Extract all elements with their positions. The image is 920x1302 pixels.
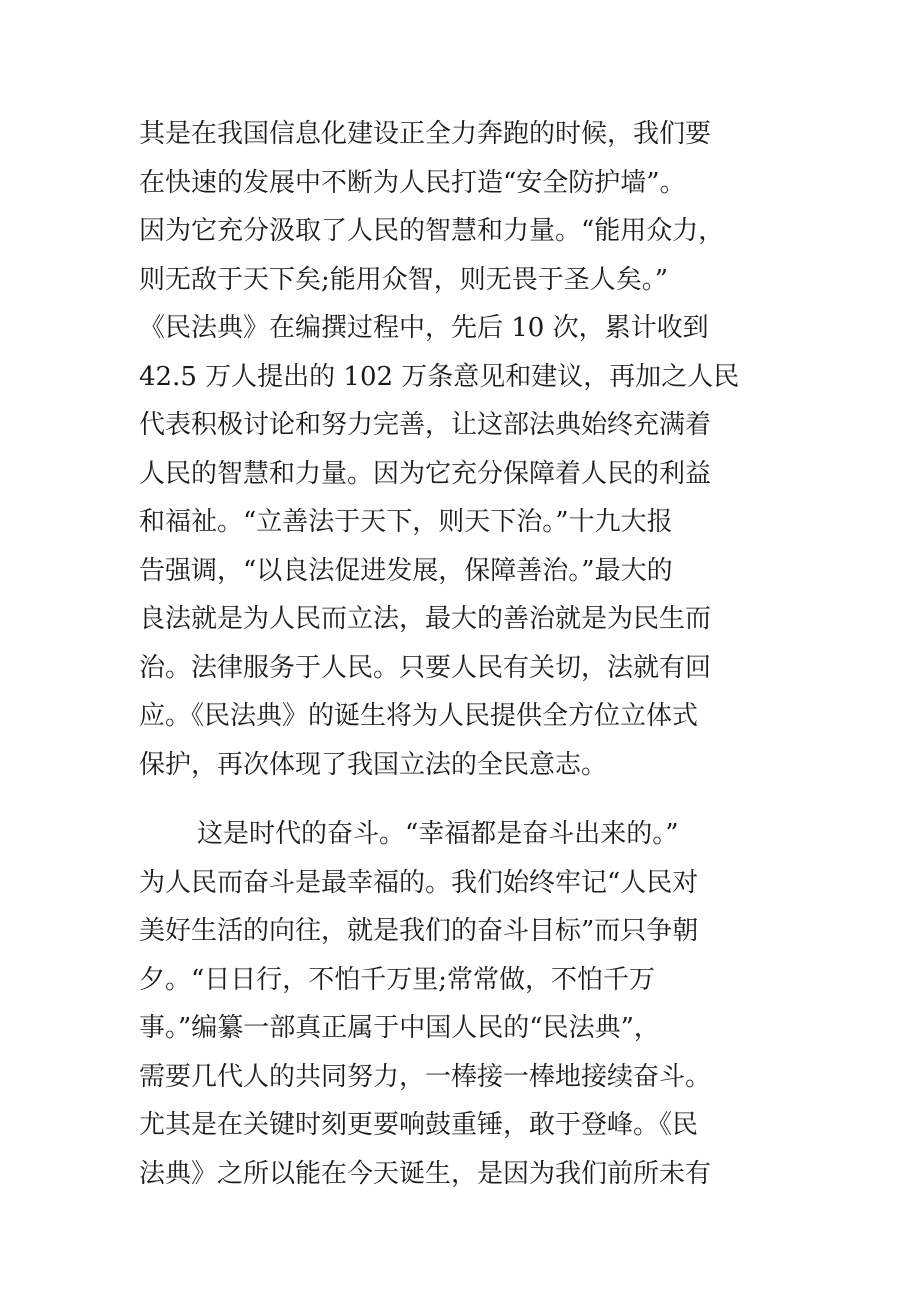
text-line: 人民的智慧和力量。因为它充分保障着人民的利益: [139, 458, 712, 489]
text-line: 需要几代人的共同努力，一棒接一棒地接续奋斗。: [139, 1061, 712, 1092]
text-line: 其是在我国信息化建设正全力奔跑的时候，我们要: [139, 119, 712, 149]
text-line: 法典》之所以能在今天诞生，是因为我们前所未有: [139, 1158, 712, 1189]
text-line: 尤其是在关键时刻更要响鼓重锤，敢于登峰。《民: [139, 1110, 699, 1140]
text-line: 美好生活的向往，就是我们的奋斗目标”而只争朝: [139, 916, 699, 946]
text-line: 良法就是为人民而立法，最大的善治就是为民生而: [139, 604, 712, 634]
text-line: 则无敌于天下矣;能用众智，则无畏于圣人矣。”: [139, 264, 669, 295]
text-line: 代表积极讨论和努力完善，让这部法典始终充满着: [139, 410, 712, 440]
text-line-indented: 这是时代的奋斗。“幸福都是奋斗出来的。”: [197, 819, 679, 849]
paragraph-1: [139, 110, 779, 789]
text-line: 《民法典》在编撰过程中，先后 10 次，累计收到: [139, 313, 709, 343]
text-line: 告强调，“以良法促进发展，保障善治。”最大的: [139, 555, 673, 586]
text-line: 夕。“日日行，不怕千万里;常常做，不怕千万: [139, 964, 656, 995]
paragraph-2: [139, 810, 779, 1198]
text-line: 保护，再次体现了我国立法的全民意志。: [139, 749, 608, 780]
text-line: 和福祉。“立善法于天下，则天下治。”十九大报: [139, 507, 673, 537]
text-line: 因为它充分汲取了人民的智慧和力量。“能用众力，: [139, 216, 725, 246]
text-line: 在快速的发展中不断为人民打造“安全防护墙”。: [139, 167, 686, 198]
text-line: 事。”编纂一部真正属于中国人民的“民法典”，: [139, 1013, 660, 1043]
text-line: 42.5 万人提出的 102 万条意见和建议，再加之人民: [139, 361, 740, 392]
text-line: 治。法律服务于人民。只要人民有关切，法就有回: [139, 652, 712, 683]
text-line: 为人民而奋斗是最幸福的。我们始终牢记“人民对: [139, 867, 699, 898]
text-line: 应。《民法典》的诞生将为人民提供全方位立体式: [139, 701, 699, 731]
